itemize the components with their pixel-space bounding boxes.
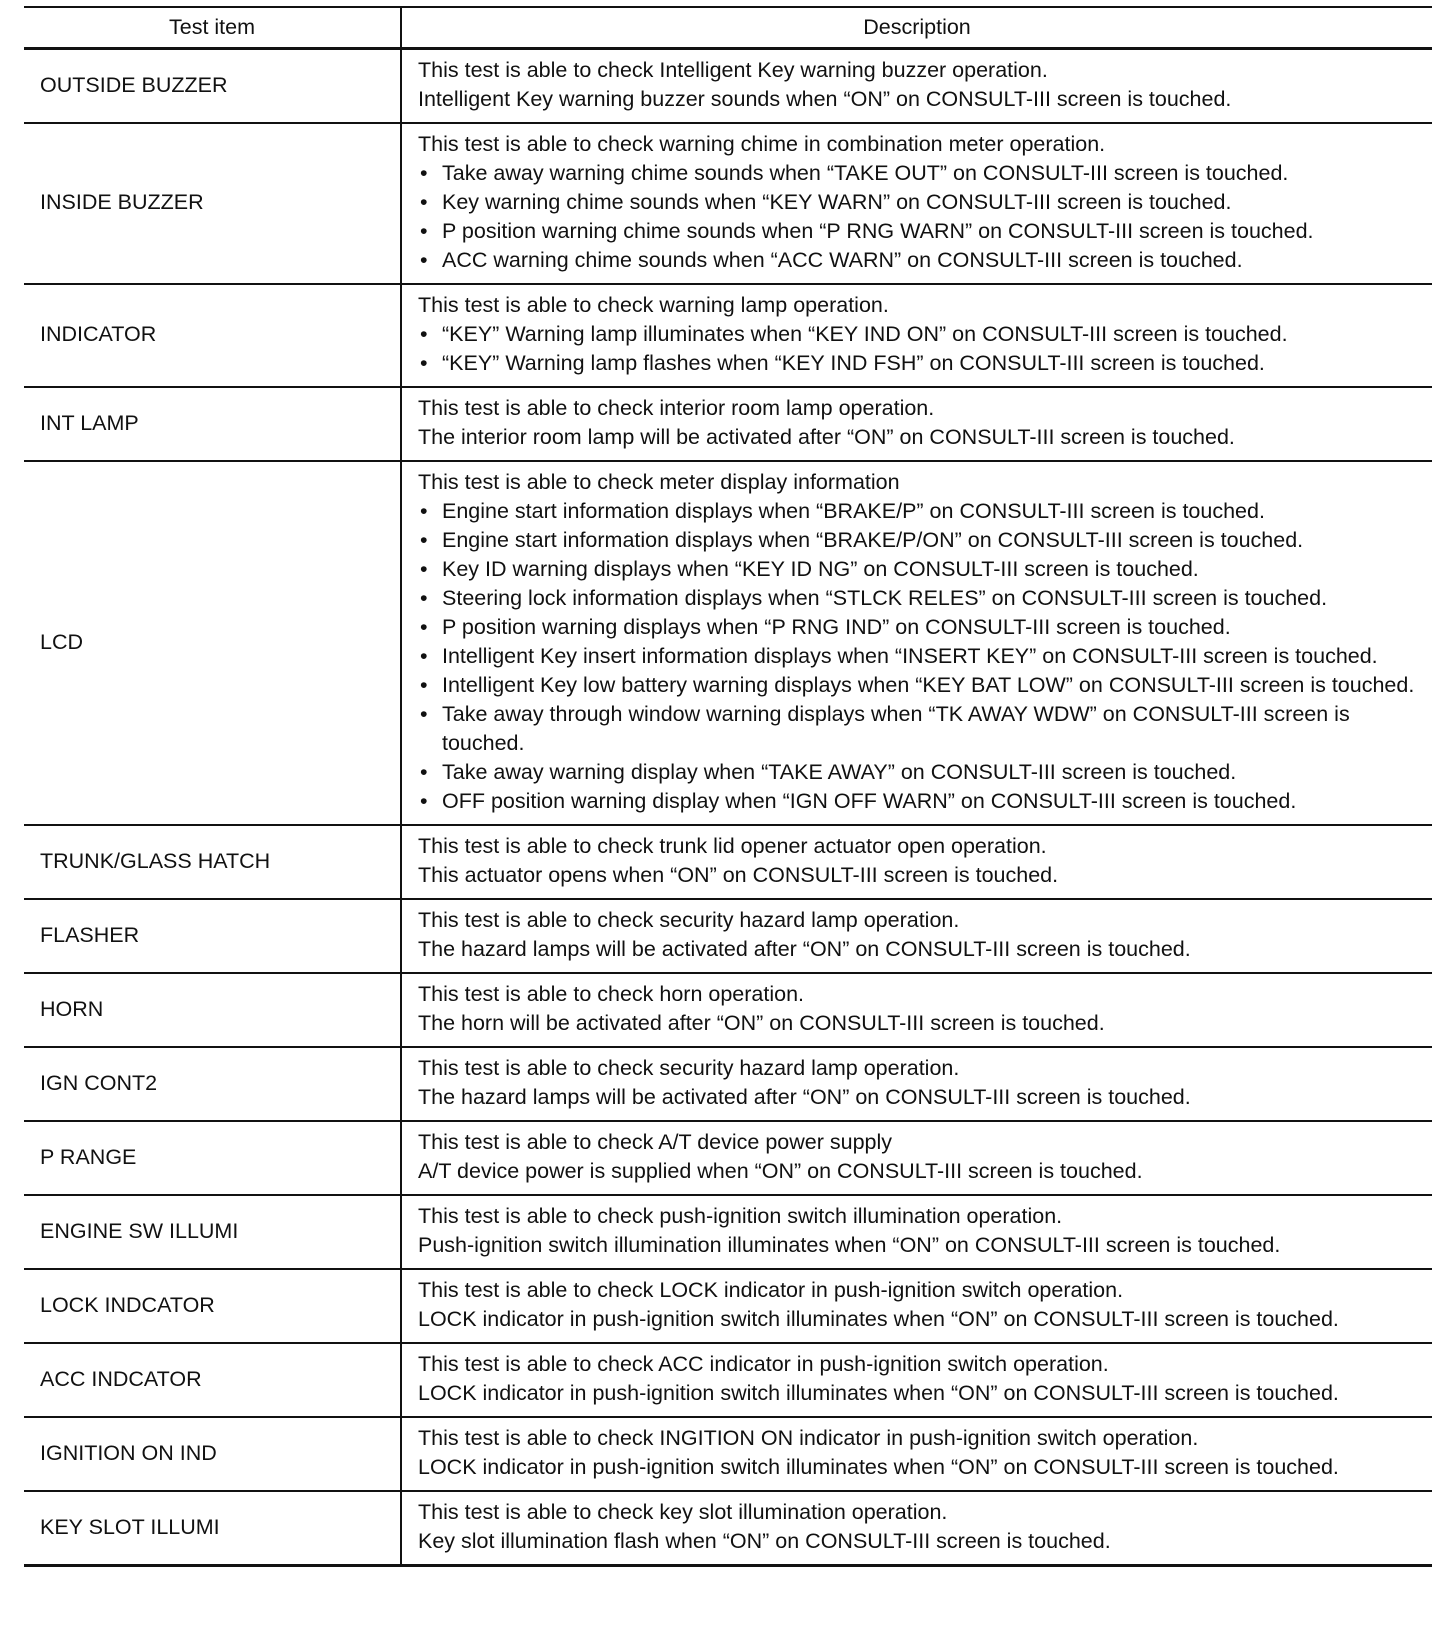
description-line: This test is able to check security hazard lamp operation. <box>418 1056 960 1080</box>
table-row <box>24 284 1432 387</box>
description-line: The hazard lamps will be activated after “ON” on CONSULT-III screen is touched. <box>418 1085 1191 1109</box>
table-row <box>24 1343 1432 1417</box>
description-line: This test is able to check warning chime in combination meter operation. <box>418 132 1106 156</box>
description-cell <box>401 973 1432 1047</box>
description-line: This test is able to check push-ignition switch illumination operation. <box>418 1204 1063 1228</box>
description-cell <box>401 1195 1432 1269</box>
description-cell <box>401 1491 1432 1566</box>
table-row <box>24 899 1432 973</box>
table-row <box>24 1491 1432 1566</box>
test-item-cell: IGN CONT2 <box>24 1047 401 1121</box>
description-line: The interior room lamp will be activated after “ON” on CONSULT-III screen is touched. <box>418 425 1235 449</box>
description-bullet: • Intelligent Key insert information displays when “INSERT KEY” on CONSULT-III screen is touched. <box>418 642 1424 671</box>
table-row <box>24 1121 1432 1195</box>
description-cell <box>401 387 1432 461</box>
description-bullet: • “KEY” Warning lamp illuminates when “KEY IND ON” on CONSULT-III screen is touched. <box>418 320 1424 349</box>
description-bullet: • Take away warning chime sounds when “TAKE OUT” on CONSULT-III screen is touched. <box>418 159 1424 188</box>
description-cell <box>401 899 1432 973</box>
test-item-cell: KEY SLOT ILLUMI <box>24 1491 401 1566</box>
table-row <box>24 1195 1432 1269</box>
description-line: The horn will be activated after “ON” on CONSULT-III screen is touched. <box>418 1011 1105 1035</box>
description-cell <box>401 1343 1432 1417</box>
description-line: This test is able to check trunk lid opener actuator open operation. <box>418 834 1047 858</box>
description-bullet: • ACC warning chime sounds when “ACC WARN” on CONSULT-III screen is touched. <box>418 246 1424 275</box>
description-cell <box>401 1121 1432 1195</box>
table-row <box>24 123 1432 284</box>
description-line: This test is able to check Intelligent Key warning buzzer operation. <box>418 58 1048 82</box>
table-row <box>24 1047 1432 1121</box>
description-cell <box>401 1269 1432 1343</box>
description-line: This test is able to check warning lamp operation. <box>418 293 889 317</box>
test-item-cell: INT LAMP <box>24 387 401 461</box>
header-test-item: Test item <box>24 7 401 49</box>
description-line: Key slot illumination flash when “ON” on CONSULT-III screen is touched. <box>418 1529 1111 1553</box>
description-line: This test is able to check key slot illumination operation. <box>418 1500 948 1524</box>
description-bullet: • Take away through window warning displays when “TK AWAY WDW” on CONSULT-III screen is touched. <box>418 700 1424 758</box>
description-cell <box>401 1417 1432 1491</box>
description-line: This test is able to check A/T device power supply <box>418 1130 893 1154</box>
table-row <box>24 825 1432 899</box>
description-bullet: • P position warning displays when “P RNG IND” on CONSULT-III screen is touched. <box>418 613 1424 642</box>
description-line: This test is able to check ACC indicator in push-ignition switch operation. <box>418 1352 1109 1376</box>
description-line: This test is able to check meter display information <box>418 470 900 494</box>
test-item-cell: INDICATOR <box>24 284 401 387</box>
description-bullet: • OFF position warning display when “IGN OFF WARN” on CONSULT-III screen is touched. <box>418 787 1424 816</box>
description-line: The hazard lamps will be activated after “ON” on CONSULT-III screen is touched. <box>418 937 1191 961</box>
description-cell <box>401 825 1432 899</box>
test-item-table <box>24 6 1432 1567</box>
description-cell <box>401 49 1432 124</box>
test-item-cell: IGNITION ON IND <box>24 1417 401 1491</box>
description-bullet-list <box>418 159 1424 275</box>
description-bullet: • Key warning chime sounds when “KEY WARN” on CONSULT-III screen is touched. <box>418 188 1424 217</box>
test-item-cell: HORN <box>24 973 401 1047</box>
test-item-cell: OUTSIDE BUZZER <box>24 49 401 124</box>
header-description: Description <box>401 7 1432 49</box>
description-bullet: • “KEY” Warning lamp flashes when “KEY IND FSH” on CONSULT-III screen is touched. <box>418 349 1424 378</box>
description-line: This test is able to check LOCK indicator in push-ignition switch operation. <box>418 1278 1124 1302</box>
description-cell <box>401 284 1432 387</box>
description-line: This test is able to check INGITION ON indicator in push-ignition switch operation. <box>418 1426 1199 1450</box>
description-bullet-list <box>418 320 1424 378</box>
description-line: Push-ignition switch illumination illuminates when “ON” on CONSULT-III screen is touched. <box>418 1233 1281 1257</box>
description-line: This test is able to check interior room lamp operation. <box>418 396 935 420</box>
description-line: Intelligent Key warning buzzer sounds when “ON” on CONSULT-III screen is touched. <box>418 87 1232 111</box>
description-bullet: • Take away warning display when “TAKE AWAY” on CONSULT-III screen is touched. <box>418 758 1424 787</box>
description-cell <box>401 123 1432 284</box>
table-row <box>24 1417 1432 1491</box>
test-item-cell: TRUNK/GLASS HATCH <box>24 825 401 899</box>
test-item-cell: P RANGE <box>24 1121 401 1195</box>
description-bullet: • Engine start information displays when “BRAKE/P/ON” on CONSULT-III screen is touched. <box>418 526 1424 555</box>
table-row <box>24 387 1432 461</box>
test-item-cell: ENGINE SW ILLUMI <box>24 1195 401 1269</box>
description-line: This test is able to check horn operation. <box>418 982 805 1006</box>
table-row <box>24 973 1432 1047</box>
test-item-cell: LOCK INDCATOR <box>24 1269 401 1343</box>
description-bullet: • Key ID warning displays when “KEY ID NG” on CONSULT-III screen is touched. <box>418 555 1424 584</box>
description-line: A/T device power is supplied when “ON” on CONSULT-III screen is touched. <box>418 1159 1143 1183</box>
table-row <box>24 49 1432 124</box>
table-header-row <box>24 7 1432 49</box>
description-line: LOCK indicator in push-ignition switch illuminates when “ON” on CONSULT-III screen is touched. <box>418 1307 1339 1331</box>
description-cell <box>401 461 1432 825</box>
test-item-cell: ACC INDCATOR <box>24 1343 401 1417</box>
description-line: This actuator opens when “ON” on CONSULT-III screen is touched. <box>418 863 1059 887</box>
description-bullet: • Intelligent Key low battery warning displays when “KEY BAT LOW” on CONSULT-III screen is touched. <box>418 671 1424 700</box>
test-item-cell: FLASHER <box>24 899 401 973</box>
table-row <box>24 1269 1432 1343</box>
test-item-cell: LCD <box>24 461 401 825</box>
description-bullet: • Engine start information displays when “BRAKE/P” on CONSULT-III screen is touched. <box>418 497 1424 526</box>
description-line: This test is able to check security hazard lamp operation. <box>418 908 960 932</box>
description-line: LOCK indicator in push-ignition switch illuminates when “ON” on CONSULT-III screen is touched. <box>418 1455 1339 1479</box>
description-bullet: • Steering lock information displays when “STLCK RELES” on CONSULT-III screen is touched. <box>418 584 1424 613</box>
test-item-cell: INSIDE BUZZER <box>24 123 401 284</box>
description-bullet: • P position warning chime sounds when “P RNG WARN” on CONSULT-III screen is touched. <box>418 217 1424 246</box>
table-row <box>24 461 1432 825</box>
description-line: LOCK indicator in push-ignition switch illuminates when “ON” on CONSULT-III screen is touched. <box>418 1381 1339 1405</box>
description-cell <box>401 1047 1432 1121</box>
description-bullet-list <box>418 497 1424 816</box>
table-body <box>24 49 1432 1566</box>
